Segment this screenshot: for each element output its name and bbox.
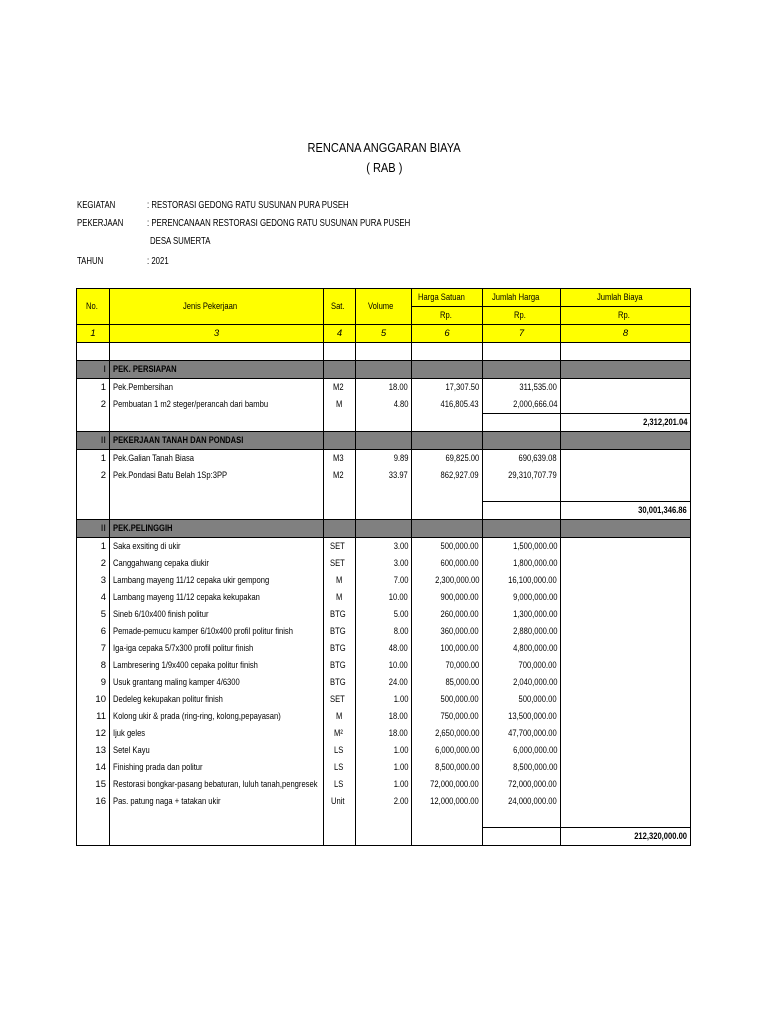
empty-cell bbox=[77, 502, 110, 520]
item-no: 2 bbox=[77, 396, 110, 414]
item-subtotal: 4,800,000.00 bbox=[483, 640, 561, 657]
empty-cell bbox=[483, 828, 561, 846]
item-unit-price: 260,000.00 bbox=[412, 606, 483, 623]
empty-cell bbox=[483, 520, 561, 538]
table-row bbox=[77, 674, 691, 691]
meta-tahun bbox=[77, 256, 677, 270]
item-subtotal: 311,535.00 bbox=[483, 379, 561, 397]
item-unit: SET bbox=[324, 555, 356, 572]
empty-cell bbox=[561, 776, 691, 793]
empty-cell bbox=[412, 343, 483, 361]
header-row bbox=[77, 289, 691, 307]
item-volume: 1.00 bbox=[356, 759, 412, 776]
empty-cell bbox=[77, 414, 110, 432]
table-row bbox=[77, 759, 691, 776]
empty-cell bbox=[561, 538, 691, 556]
empty-cell bbox=[561, 450, 691, 468]
header-rp: Rp. bbox=[561, 307, 691, 325]
empty-cell bbox=[324, 432, 356, 450]
empty-cell bbox=[77, 810, 110, 828]
spacer-row bbox=[77, 343, 691, 361]
empty-cell bbox=[324, 361, 356, 379]
meta-pekerjaan bbox=[77, 218, 677, 232]
empty-cell bbox=[356, 810, 412, 828]
empty-cell bbox=[561, 396, 691, 414]
item-no: 8 bbox=[77, 657, 110, 674]
item-no: 14 bbox=[77, 759, 110, 776]
item-volume: 3.00 bbox=[356, 555, 412, 572]
item-name: Pas. patung naga + tatakan ukir bbox=[110, 793, 324, 810]
table-row bbox=[77, 708, 691, 725]
meta-pekerjaan-line2 bbox=[77, 236, 677, 250]
empty-cell bbox=[561, 572, 691, 589]
empty-cell bbox=[356, 520, 412, 538]
empty-cell bbox=[561, 467, 691, 484]
header-volume: Volume bbox=[356, 289, 412, 325]
empty-cell bbox=[110, 810, 324, 828]
item-volume: 8.00 bbox=[356, 623, 412, 640]
item-unit: BTG bbox=[324, 623, 356, 640]
item-name: Saka exsiting di ukir bbox=[110, 538, 324, 556]
table-row bbox=[77, 793, 691, 810]
item-unit: M bbox=[324, 396, 356, 414]
item-volume: 3.00 bbox=[356, 538, 412, 556]
item-unit-price: 17,307.50 bbox=[412, 379, 483, 397]
item-unit-price: 750,000.00 bbox=[412, 708, 483, 725]
item-unit: LS bbox=[324, 742, 356, 759]
item-name: Pemade-pemucu kamper 6/10x400 profil politur finish bbox=[110, 623, 324, 640]
item-unit: BTG bbox=[324, 606, 356, 623]
item-name: Pembuatan 1 m2 steger/perancah dari bambu bbox=[110, 396, 324, 414]
empty-cell bbox=[412, 520, 483, 538]
item-no: 6 bbox=[77, 623, 110, 640]
empty-cell bbox=[324, 502, 356, 520]
header-index: 8 bbox=[561, 325, 691, 343]
table-row bbox=[77, 640, 691, 657]
item-subtotal: 1,300,000.00 bbox=[483, 606, 561, 623]
pekerjaan-value-2: DESA SUMERTA bbox=[150, 236, 211, 247]
empty-cell bbox=[77, 828, 110, 846]
pekerjaan-label: PEKERJAAN bbox=[77, 218, 124, 229]
empty-cell bbox=[77, 484, 110, 502]
section-name: PEK.PELINGGIH bbox=[110, 520, 324, 538]
item-unit: LS bbox=[324, 759, 356, 776]
section-total-row bbox=[77, 828, 691, 846]
empty-cell bbox=[412, 361, 483, 379]
table-row bbox=[77, 572, 691, 589]
table-row bbox=[77, 379, 691, 397]
empty-cell bbox=[483, 502, 561, 520]
item-unit: BTG bbox=[324, 657, 356, 674]
empty-cell bbox=[356, 484, 412, 502]
empty-cell bbox=[110, 502, 324, 520]
spacer-row bbox=[77, 484, 691, 502]
item-subtotal: 9,000,000.00 bbox=[483, 589, 561, 606]
table-row bbox=[77, 450, 691, 468]
item-unit-price: 500,000.00 bbox=[412, 538, 483, 556]
section-total-row bbox=[77, 414, 691, 432]
empty-cell bbox=[356, 828, 412, 846]
empty-cell bbox=[561, 793, 691, 810]
empty-cell bbox=[561, 589, 691, 606]
header-index: 3 bbox=[110, 325, 324, 343]
empty-cell bbox=[561, 640, 691, 657]
empty-cell bbox=[561, 343, 691, 361]
item-subtotal: 24,000,000.00 bbox=[483, 793, 561, 810]
item-unit-price: 2,300,000.00 bbox=[412, 572, 483, 589]
item-unit: M bbox=[324, 572, 356, 589]
item-no: 2 bbox=[77, 555, 110, 572]
item-name: Pek.Galian Tanah Biasa bbox=[110, 450, 324, 468]
item-subtotal: 2,000,666.04 bbox=[483, 396, 561, 414]
table-row bbox=[77, 776, 691, 793]
empty-cell bbox=[110, 828, 324, 846]
item-unit: SET bbox=[324, 691, 356, 708]
section-number: II bbox=[77, 432, 110, 450]
item-subtotal: 8,500,000.00 bbox=[483, 759, 561, 776]
section-total: 30,001,346.86 bbox=[561, 502, 691, 520]
table-row bbox=[77, 606, 691, 623]
section-number: II bbox=[77, 520, 110, 538]
table-row bbox=[77, 623, 691, 640]
kegiatan-value: : RESTORASI GEDONG RATU SUSUNAN PURA PUSEH bbox=[147, 200, 349, 211]
empty-cell bbox=[483, 361, 561, 379]
header-sat: Sat. bbox=[324, 289, 356, 325]
item-no: 4 bbox=[77, 589, 110, 606]
item-subtotal: 1,500,000.00 bbox=[483, 538, 561, 556]
item-name: Ijuk geles bbox=[110, 725, 324, 742]
item-volume: 33.97 bbox=[356, 467, 412, 484]
empty-cell bbox=[561, 657, 691, 674]
header-rp: Rp. bbox=[412, 307, 483, 325]
empty-cell bbox=[324, 520, 356, 538]
section-name: PEK. PERSIAPAN bbox=[110, 361, 324, 379]
item-name: Iga-iga cepaka 5/7x300 profil politur finish bbox=[110, 640, 324, 657]
kegiatan-label: KEGIATAN bbox=[77, 200, 116, 211]
pekerjaan-value: : PERENCANAAN RESTORASI GEDONG RATU SUSUNAN PURA PUSEH bbox=[147, 218, 411, 229]
document-title: RENCANA ANGGARAN BIAYA bbox=[307, 140, 461, 155]
empty-cell bbox=[356, 343, 412, 361]
empty-cell bbox=[412, 484, 483, 502]
item-unit: M bbox=[324, 708, 356, 725]
item-name: Lambang mayeng 11/12 cepaka ukir gempong bbox=[110, 572, 324, 589]
header-rp: Rp. bbox=[483, 307, 561, 325]
item-unit-price: 900,000.00 bbox=[412, 589, 483, 606]
item-unit: BTG bbox=[324, 640, 356, 657]
item-volume: 2.00 bbox=[356, 793, 412, 810]
item-volume: 5.00 bbox=[356, 606, 412, 623]
empty-cell bbox=[356, 502, 412, 520]
empty-cell bbox=[412, 502, 483, 520]
empty-cell bbox=[561, 691, 691, 708]
item-subtotal: 2,880,000.00 bbox=[483, 623, 561, 640]
item-volume: 9.89 bbox=[356, 450, 412, 468]
item-volume: 1.00 bbox=[356, 776, 412, 793]
empty-cell bbox=[110, 343, 324, 361]
header-harga-satuan: Harga Satuan bbox=[412, 289, 483, 307]
item-unit: SET bbox=[324, 538, 356, 556]
empty-cell bbox=[412, 432, 483, 450]
item-unit: M² bbox=[324, 725, 356, 742]
section-total-row bbox=[77, 502, 691, 520]
empty-cell bbox=[561, 674, 691, 691]
meta-kegiatan bbox=[77, 200, 677, 214]
item-name: Pek.Pembersihan bbox=[110, 379, 324, 397]
item-unit-price: 70,000.00 bbox=[412, 657, 483, 674]
item-unit: Unit bbox=[324, 793, 356, 810]
item-unit-price: 12,000,000.00 bbox=[412, 793, 483, 810]
empty-cell bbox=[561, 520, 691, 538]
item-name: Setel Kayu bbox=[110, 742, 324, 759]
item-volume: 1.00 bbox=[356, 691, 412, 708]
header-jumlah-biaya: Jumlah Biaya bbox=[561, 289, 691, 307]
item-no: 10 bbox=[77, 691, 110, 708]
empty-cell bbox=[561, 725, 691, 742]
empty-cell bbox=[561, 810, 691, 828]
tahun-value: : 2021 bbox=[147, 256, 169, 267]
empty-cell bbox=[324, 828, 356, 846]
item-no: 5 bbox=[77, 606, 110, 623]
item-unit: BTG bbox=[324, 674, 356, 691]
item-name: Lambang mayeng 11/12 cepaka kekupakan bbox=[110, 589, 324, 606]
empty-cell bbox=[412, 414, 483, 432]
empty-cell bbox=[561, 742, 691, 759]
header-index-row bbox=[77, 325, 691, 343]
item-volume: 10.00 bbox=[356, 589, 412, 606]
item-unit: M bbox=[324, 589, 356, 606]
empty-cell bbox=[483, 343, 561, 361]
empty-cell bbox=[110, 484, 324, 502]
section-header-row bbox=[77, 432, 691, 450]
table-row bbox=[77, 725, 691, 742]
item-subtotal: 500,000.00 bbox=[483, 691, 561, 708]
section-name: PEKERJAAN TANAH DAN PONDASI bbox=[110, 432, 324, 450]
item-no: 1 bbox=[77, 379, 110, 397]
item-no: 13 bbox=[77, 742, 110, 759]
item-volume: 48.00 bbox=[356, 640, 412, 657]
empty-cell bbox=[324, 343, 356, 361]
empty-cell bbox=[561, 555, 691, 572]
item-unit: M2 bbox=[324, 379, 356, 397]
item-subtotal: 16,100,000.00 bbox=[483, 572, 561, 589]
item-unit-price: 2,650,000.00 bbox=[412, 725, 483, 742]
item-unit-price: 500,000.00 bbox=[412, 691, 483, 708]
item-volume: 18.00 bbox=[356, 725, 412, 742]
empty-cell bbox=[561, 606, 691, 623]
item-unit-price: 6,000,000.00 bbox=[412, 742, 483, 759]
item-no: 12 bbox=[77, 725, 110, 742]
item-unit-price: 600,000.00 bbox=[412, 555, 483, 572]
item-name: Pek.Pondasi Batu Belah 1Sp:3PP bbox=[110, 467, 324, 484]
section-number: I bbox=[77, 361, 110, 379]
item-name: Lambresering 1/9x400 cepaka politur finish bbox=[110, 657, 324, 674]
item-no: 11 bbox=[77, 708, 110, 725]
empty-cell bbox=[561, 708, 691, 725]
item-subtotal: 700,000.00 bbox=[483, 657, 561, 674]
item-subtotal: 29,310,707.79 bbox=[483, 467, 561, 484]
item-volume: 18.00 bbox=[356, 708, 412, 725]
item-subtotal: 2,040,000.00 bbox=[483, 674, 561, 691]
item-unit-price: 416,805.43 bbox=[412, 396, 483, 414]
table-row bbox=[77, 657, 691, 674]
item-unit: M2 bbox=[324, 467, 356, 484]
item-subtotal: 47,700,000.00 bbox=[483, 725, 561, 742]
header-jumlah-harga: Jumlah Harga bbox=[483, 289, 561, 307]
header-index: 7 bbox=[483, 325, 561, 343]
item-name: Finishing prada dan politur bbox=[110, 759, 324, 776]
item-unit-price: 72,000,000.00 bbox=[412, 776, 483, 793]
table-row bbox=[77, 396, 691, 414]
item-volume: 18.00 bbox=[356, 379, 412, 397]
header-jenis: Jenis Pekerjaan bbox=[110, 289, 324, 325]
empty-cell bbox=[356, 414, 412, 432]
empty-cell bbox=[561, 361, 691, 379]
header-index: 6 bbox=[412, 325, 483, 343]
empty-cell bbox=[356, 432, 412, 450]
header-index: 1 bbox=[77, 325, 110, 343]
empty-cell bbox=[412, 810, 483, 828]
section-total: 2,312,201.04 bbox=[561, 414, 691, 432]
item-unit: M3 bbox=[324, 450, 356, 468]
item-name: Restorasi bongkar-pasang bebaturan, luluh tanah,pengresek bbox=[110, 776, 324, 793]
empty-cell bbox=[324, 414, 356, 432]
item-unit-price: 69,825.00 bbox=[412, 450, 483, 468]
empty-cell bbox=[561, 432, 691, 450]
item-subtotal: 1,800,000.00 bbox=[483, 555, 561, 572]
item-volume: 7.00 bbox=[356, 572, 412, 589]
item-no: 2 bbox=[77, 467, 110, 484]
table-row bbox=[77, 742, 691, 759]
item-subtotal: 6,000,000.00 bbox=[483, 742, 561, 759]
item-name: Canggahwang cepaka diukir bbox=[110, 555, 324, 572]
item-subtotal: 72,000,000.00 bbox=[483, 776, 561, 793]
section-total: 212,320,000.00 bbox=[561, 828, 691, 846]
empty-cell bbox=[324, 810, 356, 828]
item-volume: 10.00 bbox=[356, 657, 412, 674]
header-no: No. bbox=[77, 289, 110, 325]
empty-cell bbox=[561, 484, 691, 502]
item-no: 1 bbox=[77, 450, 110, 468]
item-no: 3 bbox=[77, 572, 110, 589]
empty-cell bbox=[356, 361, 412, 379]
empty-cell bbox=[412, 828, 483, 846]
header-index: 4 bbox=[324, 325, 356, 343]
empty-cell bbox=[77, 343, 110, 361]
empty-cell bbox=[483, 432, 561, 450]
item-no: 9 bbox=[77, 674, 110, 691]
table-row bbox=[77, 538, 691, 556]
item-unit-price: 360,000.00 bbox=[412, 623, 483, 640]
item-subtotal: 690,639.08 bbox=[483, 450, 561, 468]
section-header-row bbox=[77, 520, 691, 538]
item-name: Usuk grantang maling kamper 4/6300 bbox=[110, 674, 324, 691]
item-volume: 24.00 bbox=[356, 674, 412, 691]
item-unit-price: 85,000.00 bbox=[412, 674, 483, 691]
table-row bbox=[77, 467, 691, 484]
item-no: 7 bbox=[77, 640, 110, 657]
empty-cell bbox=[561, 759, 691, 776]
section-header-row bbox=[77, 361, 691, 379]
item-subtotal: 13,500,000.00 bbox=[483, 708, 561, 725]
item-volume: 4.80 bbox=[356, 396, 412, 414]
tahun-label: TAHUN bbox=[77, 256, 104, 267]
empty-cell bbox=[483, 414, 561, 432]
empty-cell bbox=[483, 810, 561, 828]
rab-table bbox=[76, 288, 691, 846]
item-volume: 1.00 bbox=[356, 742, 412, 759]
item-unit-price: 100,000.00 bbox=[412, 640, 483, 657]
table-row bbox=[77, 555, 691, 572]
item-unit-price: 862,927.09 bbox=[412, 467, 483, 484]
empty-cell bbox=[110, 414, 324, 432]
spacer-row bbox=[77, 810, 691, 828]
item-unit-price: 8,500,000.00 bbox=[412, 759, 483, 776]
document-subtitle: ( RAB ) bbox=[365, 160, 403, 175]
item-unit: LS bbox=[324, 776, 356, 793]
item-no: 15 bbox=[77, 776, 110, 793]
table-row bbox=[77, 589, 691, 606]
item-name: Kolong ukir & prada (ring-ring, kolong,pepayasan) bbox=[110, 708, 324, 725]
header-index: 5 bbox=[356, 325, 412, 343]
item-no: 1 bbox=[77, 538, 110, 556]
table-row bbox=[77, 691, 691, 708]
item-no: 16 bbox=[77, 793, 110, 810]
empty-cell bbox=[483, 484, 561, 502]
empty-cell bbox=[324, 484, 356, 502]
item-name: Sineb 6/10x400 finish politur bbox=[110, 606, 324, 623]
item-name: Dedeleg kekupakan politur finish bbox=[110, 691, 324, 708]
empty-cell bbox=[561, 623, 691, 640]
empty-cell bbox=[561, 379, 691, 397]
